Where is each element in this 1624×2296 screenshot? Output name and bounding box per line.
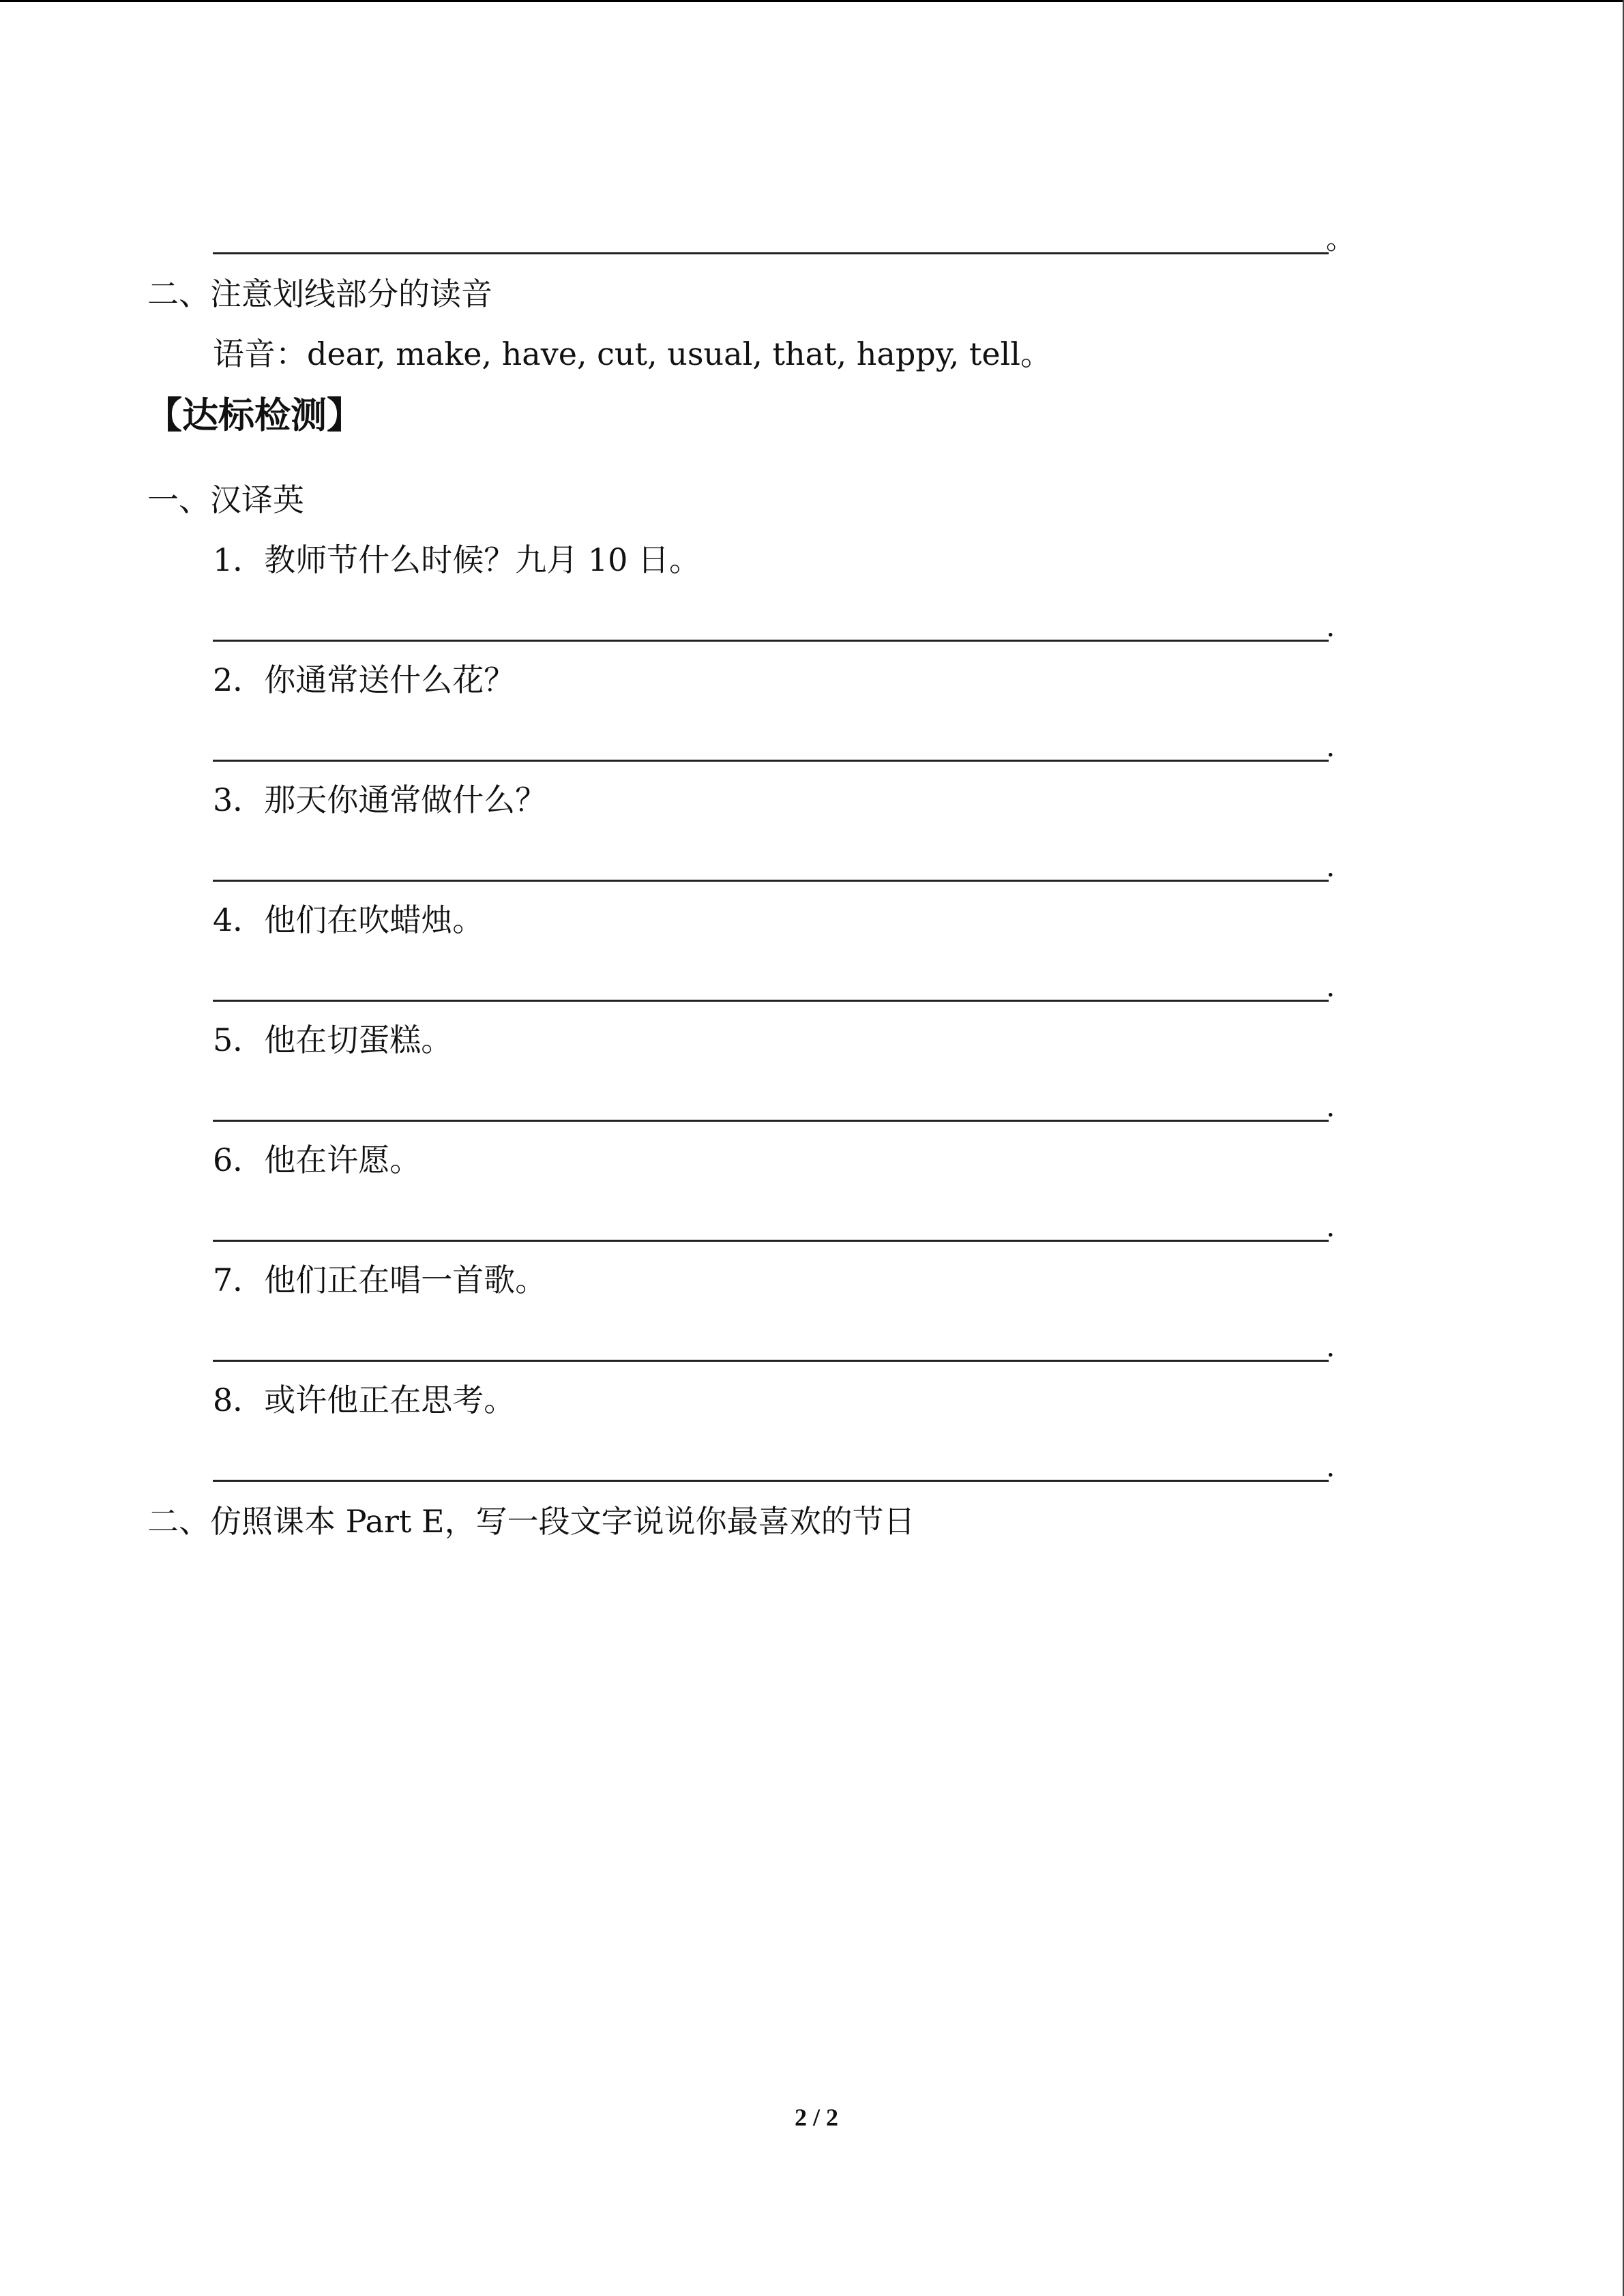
line-end-punctuation: 。 xyxy=(1326,222,1355,256)
answer-line-2[interactable] xyxy=(213,760,1329,762)
translation-item-8: 8．或许他正在思考。 xyxy=(213,1382,516,1418)
line-end-punctuation: . xyxy=(1326,850,1335,883)
line-end-punctuation: . xyxy=(1326,610,1335,643)
answer-line-5[interactable] xyxy=(213,1120,1329,1122)
answer-line-8[interactable] xyxy=(213,1480,1329,1482)
check-heading: 【达标检测】 xyxy=(146,395,363,436)
section-title-translation: 一、汉译英 xyxy=(147,481,304,518)
translation-item-5: 5．他在切蛋糕。 xyxy=(213,1022,453,1058)
translation-item-4: 4．他们在吹蜡烛。 xyxy=(213,901,484,938)
line-end-punctuation: . xyxy=(1326,970,1335,1003)
answer-line-7[interactable] xyxy=(213,1360,1329,1362)
translation-item-1: 1．教师节什么时候？九月 10 日。 xyxy=(213,541,701,578)
line-end-punctuation: . xyxy=(1326,730,1335,763)
answer-line-6[interactable] xyxy=(213,1240,1329,1242)
line-end-punctuation: . xyxy=(1326,1090,1335,1123)
answer-line-4[interactable] xyxy=(213,1000,1329,1002)
line-end-punctuation: . xyxy=(1326,1210,1335,1243)
translation-item-2: 2．你通常送什么花？ xyxy=(213,661,516,698)
line-end-punctuation: . xyxy=(1326,1450,1335,1483)
answer-line-3[interactable] xyxy=(213,880,1329,882)
page-number: 2 / 2 xyxy=(795,2104,839,2131)
answer-line-1[interactable] xyxy=(213,640,1329,642)
pronunciation-words: 语音：dear, make, have, cut, usual, that, happy, tell。 xyxy=(213,336,1052,372)
answer-line-top[interactable] xyxy=(213,252,1329,254)
top-border xyxy=(0,0,1624,2)
translation-item-6: 6．他在许愿。 xyxy=(213,1142,422,1178)
section-title-writing: 二、仿照课本 Part E，写一段文字说说你最喜欢的节日 xyxy=(147,1503,915,1540)
section-title-pronunciation: 二、注意划线部分的读音 xyxy=(147,275,492,312)
translation-item-7: 7．他们正在唱一首歌。 xyxy=(213,1262,547,1298)
line-end-punctuation: . xyxy=(1326,1330,1335,1363)
translation-item-3: 3．那天你通常做什么？ xyxy=(213,781,547,818)
